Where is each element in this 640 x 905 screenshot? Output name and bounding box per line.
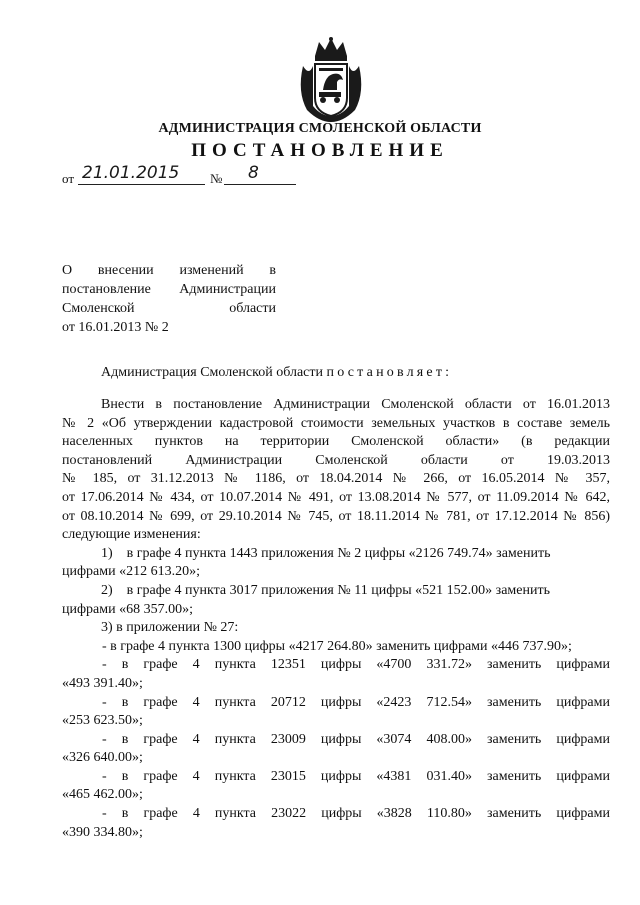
body-line: «465 462.00»;	[62, 787, 143, 803]
body-line: - в графе 4 пункта 23015 цифры «4381 031.40» заменить цифрами	[102, 768, 610, 784]
body-line: населенных пунктов на территории Смоленской области» (в редакции	[62, 434, 610, 450]
preamble-verb: постановляет:	[326, 365, 453, 380]
body-line: Внести в постановление Администрации Смоленской области от 16.01.2013	[101, 397, 610, 412]
document-body	[62, 396, 610, 842]
date-prefix: от	[62, 171, 75, 186]
body-line: постановлений Администрации Смоленской области от 19.03.2013	[62, 452, 610, 468]
body-line: «493 391.40»;	[62, 675, 143, 691]
body-line: № 2 «Об утверждении кадастровой стоимости земельных участков в составе земель	[62, 415, 610, 431]
body-line: - в графе 4 пункта 23009 цифры «3074 408.00» заменить цифрами	[102, 731, 610, 747]
subject-line: от 16.01.2013 № 2	[62, 320, 169, 335]
body-line: 1) в графе 4 пункта 1443 приложения № 2 цифры «2126 749.74» заменить	[101, 545, 551, 561]
preamble	[101, 365, 452, 381]
document-type: ПОСТАНОВЛЕНИЕ	[191, 140, 449, 161]
body-line: 2) в графе 4 пункта 3017 приложения № 11 цифры «521 152.00» заменить	[101, 582, 550, 598]
number-underline	[224, 184, 296, 185]
handwritten-date: 21.01.2015	[82, 163, 180, 183]
body-line: «326 640.00»;	[62, 750, 143, 766]
body-line: - в графе 4 пункта 20712 цифры «2423 712.54» заменить цифрами	[102, 694, 610, 710]
body-line: «390 334.80»;	[62, 824, 143, 840]
subject-line: Смоленской области	[62, 301, 276, 316]
date-number-line	[62, 163, 322, 191]
organization-name: АДМИНИСТРАЦИЯ СМОЛЕНСКОЙ ОБЛАСТИ	[158, 121, 482, 136]
body-line: от 17.06.2014 № 434, от 10.07.2014 № 491, от 13.08.2014 № 577, от 11.09.2014 № 642,	[62, 489, 610, 505]
subject-line: постановление Администрации	[62, 282, 276, 297]
body-line: следующие изменения:	[62, 527, 201, 543]
document-subject	[62, 261, 276, 337]
subject-line: О внесении изменений в	[62, 263, 276, 278]
body-line: № 185, от 31.12.2013 № 1186, от 18.04.2014 № 266, от 16.05.2014 № 357,	[62, 471, 610, 487]
body-line: «253 623.50»;	[62, 713, 143, 729]
body-line: - в графе 4 пункта 23022 цифры «3828 110.80» заменить цифрами	[102, 806, 610, 822]
body-line: - в графе 4 пункта 12351 цифры «4700 331.72» заменить цифрами	[102, 657, 610, 673]
body-line: от 08.10.2014 № 699, от 29.10.2014 № 745, от 18.11.2014 № 781, от 17.12.2014 № 856)	[62, 508, 610, 524]
body-line: - в графе 4 пункта 1300 цифры «4217 264.80» заменить цифрами «446 737.90»;	[102, 638, 572, 654]
date-underline	[78, 184, 205, 185]
body-line: цифрами «68 357.00»;	[62, 601, 194, 617]
number-prefix: №	[210, 171, 223, 186]
body-line: цифрами «212 613.20»;	[62, 564, 201, 580]
handwritten-number: 8	[248, 163, 259, 183]
body-line: 3) в приложении № 27:	[101, 620, 239, 636]
preamble-lead: Администрация Смоленской области	[101, 365, 327, 380]
smolensk-coat-of-arms-icon	[293, 36, 369, 124]
